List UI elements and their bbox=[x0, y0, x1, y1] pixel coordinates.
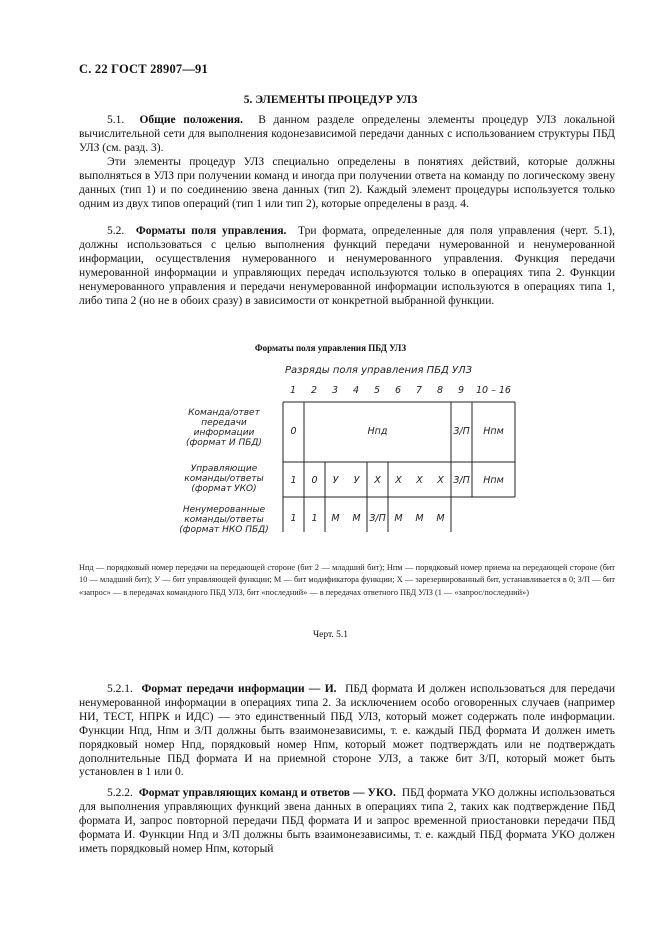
table-cell: 1 bbox=[311, 513, 318, 524]
row-label-control-format: Управляющие команды/ответы (формат УКО) bbox=[184, 464, 264, 494]
bit-number: 4 bbox=[353, 385, 360, 396]
table-cell: М bbox=[415, 513, 424, 524]
table-cell: М bbox=[436, 513, 445, 524]
paragraph-heading: Общие положения. bbox=[139, 114, 243, 126]
bit-number: 8 bbox=[437, 385, 444, 396]
paragraph-heading: Форматы поля управления. bbox=[135, 225, 287, 237]
figure-label: Черт. 5.1 bbox=[312, 630, 349, 640]
paragraph-5-2-2: 5.2.2. Формат управляющих команд и ответов — УКО. ПБД формата УКО должны использоваться для выполнения управляющих функций звена данных в операциях типа 2, таких как подтверждение ПБД формата И, запрос повторной передачи ПБД формата И и запрос временной приостановки передачи ПБД формата И. Функции Нпд и З/П должны быть взаимонезависимы, т. е. каждый ПБД формата УКО должен иметь порядковый номер Нпм, который bbox=[79, 787, 616, 855]
row-label-unnumbered-format: Ненумерованные команды/ответы (формат НКО ПБД) bbox=[179, 505, 269, 535]
bit-number: 9 bbox=[458, 385, 465, 396]
paragraph-heading: Формат передачи информации — И. bbox=[141, 683, 337, 695]
figure-title: Форматы поля управления ПБД УЛЗ bbox=[254, 343, 407, 353]
table-cell: 1 bbox=[290, 513, 297, 524]
table-cell: З/П bbox=[453, 475, 470, 486]
bit-number: 7 bbox=[416, 385, 423, 396]
paragraph-5-1: 5.1. Общие положения. В данном разделе определены элементы процедур УЛЗ локальной вычислительной сети для выполнения кодонезависимой передачи данных с использованием структуры ПБД УЛЗ (см. разд. 3). bbox=[79, 114, 616, 154]
paragraph-5-2: 5.2. Форматы поля управления. Три формата, определенные для поля управления (черт. 5.1), должны использоваться с целью выполнения функций передачи нумерованной и ненумерованной информации, осуществления нумерованного и ненумерованного управления. Функция передачи нумерованной информации и управляющих передач используются только в операциях типа 2. Функции ненумерованного управления и передачи ненумерованной информации используются в операциях типа 1, либо типа 2 (но не в обоих сразу) в зависимости от конкретной выбранной функции. bbox=[79, 225, 615, 307]
bit-number: 6 bbox=[395, 385, 402, 396]
table-cell: Х bbox=[416, 475, 423, 486]
table-cell: Х bbox=[374, 475, 381, 486]
bit-number: 3 bbox=[332, 385, 339, 396]
section-title: 5. ЭЛЕМЕНТЫ ПРОЦЕДУР УЛЗ bbox=[243, 94, 418, 106]
paragraph-5-2-1: 5.2.1. Формат передачи информации — И. ПБД формата И должен использоваться для передачи ненумерованной информации в операциях типа 2. За исключением особо оговоренных случаев (например НИ, ТЕСТ, НПРК и ИДС) — это единственный ПБД УЛЗ, который может содержать поле информации. Функции Нпд, Нпм и З/П должны быть взаимонезависимы, т. е. каждый ПБД формата И должен иметь порядковый номер Нпд, порядковый номер Нпм, который может подтверждать или не подтверждать дополнительные ПБД формата И на приемной стороне УЛЗ, а также бит З/П, который может быть установлен в 1 или 0. bbox=[79, 683, 616, 779]
bit-number: 1 bbox=[290, 385, 297, 396]
table-cell: 0 bbox=[311, 475, 318, 486]
table-cell: У bbox=[353, 475, 360, 486]
paragraph-5-1-cont: Эти элементы процедур УЛЗ специально определены в понятиях действий, которые должны выполняться в УЛЗ при получении команд и иногда при получении ответа на команду по логическому звену данных (тип 1) и по соединению звена данных (тип 2). Каждый элемент процедуры используется только одним из двух типов операций (тип 1 или тип 2), которые определены в разд. 4. bbox=[79, 156, 615, 210]
figure-legend: Нпд — порядковый номер передачи на передающей стороне (бит 2 — младший бит); Нпм — порядковый номер приема на передающей стороне (бит 10 — младший бит); У — бит управляющей функции; М — бит модификатора функции; Х — зарезервированный бит, устанавливается в 0; З/П — бит «запрос» — в передачах командного ПБД УЛЗ, бит «последний» — в передачах ответного ПБД УЛЗ (1 — «запрос/последний») bbox=[79, 563, 615, 597]
table-cell: Нпм bbox=[483, 475, 504, 486]
table-cell: Нпм bbox=[483, 426, 504, 437]
table-cell: У bbox=[332, 475, 339, 486]
table-cell: М bbox=[352, 513, 361, 524]
table-cell: 0 bbox=[290, 426, 297, 437]
figure-caption: Разряды поля управления ПБД УЛЗ bbox=[285, 365, 473, 376]
row-label-info-format: Команда/ответ передачи информации (формат И ПБД) bbox=[186, 408, 262, 448]
table-cell: З/П bbox=[453, 426, 470, 437]
paragraph-heading: Формат управляющих команд и ответов — УКО. bbox=[138, 787, 396, 799]
bit-number: 10 – 16 bbox=[476, 385, 511, 396]
table-cell: Нпд bbox=[367, 426, 388, 437]
bit-number: 2 bbox=[311, 385, 318, 396]
table-cell: Х bbox=[437, 475, 444, 486]
bit-number: 5 bbox=[374, 385, 381, 396]
table-cell: З/П bbox=[369, 513, 386, 524]
table-cell: 1 bbox=[290, 475, 297, 486]
table-cell: М bbox=[331, 513, 340, 524]
table-cell: М bbox=[394, 513, 403, 524]
table-cell: Х bbox=[395, 475, 402, 486]
page-header: С. 22 ГОСТ 28907—91 bbox=[79, 62, 208, 76]
